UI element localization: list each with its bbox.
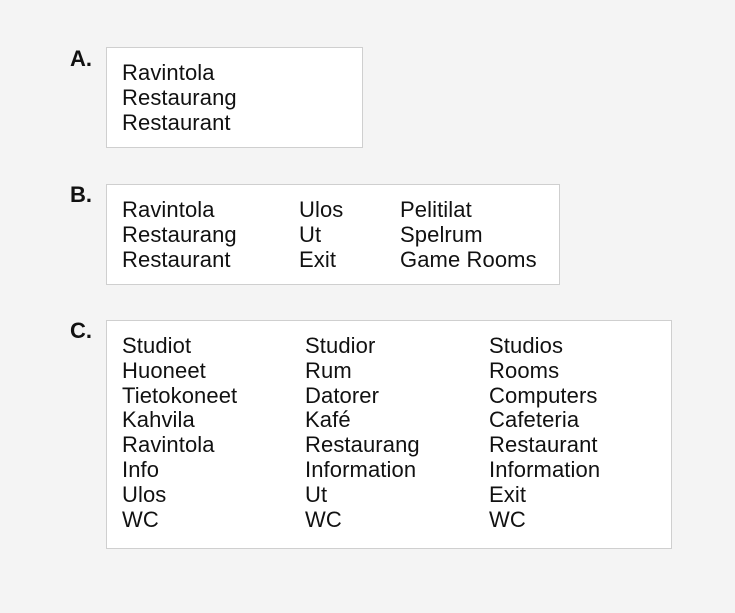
sign-text: Ravintola bbox=[122, 60, 215, 85]
sign-text: Tietokoneet bbox=[122, 382, 238, 408]
sign-column-2 bbox=[299, 198, 343, 272]
sign-text: Exit bbox=[489, 481, 527, 507]
sign-text: WC bbox=[489, 506, 526, 532]
sign-text: Game Rooms bbox=[400, 246, 537, 272]
sign-text: Spelrum bbox=[400, 221, 483, 247]
sign-text: Computers bbox=[489, 382, 598, 408]
section-label-c: C. bbox=[70, 318, 92, 343]
sign-column-1 bbox=[122, 198, 237, 272]
sign-text: Ut bbox=[299, 221, 322, 247]
sign-panel-c bbox=[106, 320, 672, 549]
language-column-finnish bbox=[122, 61, 237, 135]
sign-text: Restaurang bbox=[122, 221, 237, 247]
section-label-b: B. bbox=[70, 182, 92, 207]
sign-text: Huoneet bbox=[122, 357, 206, 383]
sign-text: WC bbox=[122, 506, 159, 532]
sign-text: Kafé bbox=[305, 407, 351, 433]
sign-text: WC bbox=[305, 506, 342, 532]
section-label-a: A. bbox=[70, 46, 92, 71]
sign-column-3 bbox=[400, 198, 537, 272]
sign-text: Studior bbox=[305, 333, 376, 358]
sign-text: Info bbox=[122, 456, 160, 482]
sign-text: Kahvila bbox=[122, 407, 195, 433]
sign-text: Studiot bbox=[122, 333, 192, 358]
sign-text: Ravintola bbox=[122, 197, 215, 222]
sign-panel-b bbox=[106, 184, 560, 285]
sign-text: Ulos bbox=[299, 197, 344, 222]
sign-text: Ravintola bbox=[122, 432, 215, 458]
sign-text: Exit bbox=[299, 246, 337, 272]
sign-text: Ulos bbox=[122, 481, 167, 507]
sign-text: Restaurant bbox=[122, 109, 231, 135]
sign-text: Restaurant bbox=[122, 246, 231, 272]
sign-text: Pelitilat bbox=[400, 197, 472, 222]
sign-text: Information bbox=[489, 456, 601, 482]
sign-text: Ut bbox=[305, 481, 328, 507]
sign-panel-a bbox=[106, 47, 363, 148]
sign-text: Rum bbox=[305, 357, 352, 383]
sign-text: Information bbox=[305, 456, 417, 482]
sign-text: Datorer bbox=[305, 382, 380, 408]
sign-text: Rooms bbox=[489, 357, 560, 383]
sign-text: Restaurang bbox=[305, 432, 420, 458]
sign-text: Restaurant bbox=[489, 432, 598, 458]
sign-column-3 bbox=[489, 334, 600, 532]
sign-column-1 bbox=[122, 334, 237, 532]
sign-column-2 bbox=[305, 334, 420, 532]
sign-text: Cafeteria bbox=[489, 407, 580, 433]
sign-text: Studios bbox=[489, 333, 564, 358]
sign-text: Restaurang bbox=[122, 84, 237, 110]
